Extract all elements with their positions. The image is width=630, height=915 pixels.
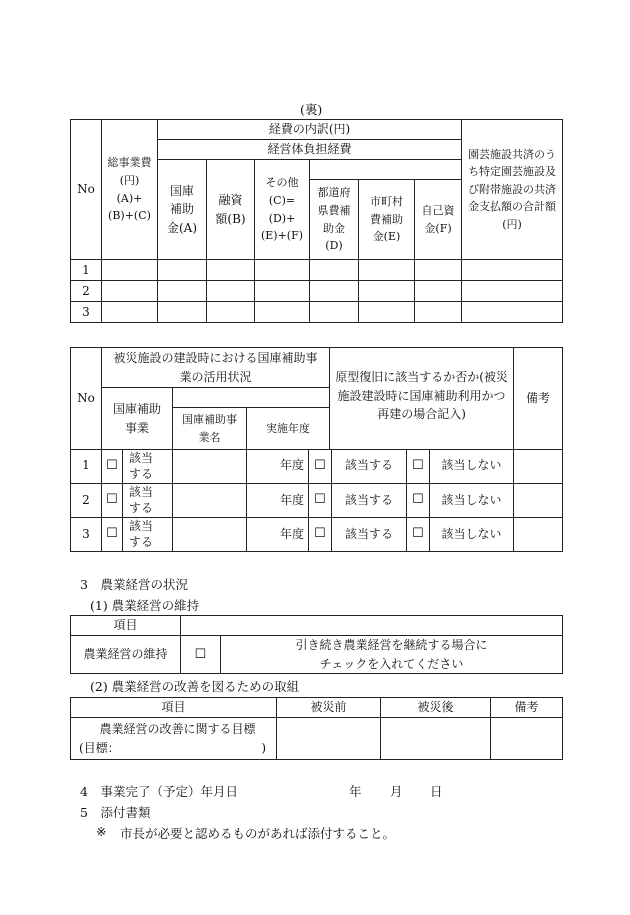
t2-no-header: No bbox=[71, 348, 102, 450]
t2-usage-header: 被災施設の建設時における国庫補助事業の活用状況 bbox=[102, 348, 330, 388]
table-row: 2 bbox=[71, 281, 563, 302]
not-applies-label: 該当しない bbox=[430, 449, 514, 483]
not-applies-label: 該当しない bbox=[430, 517, 514, 551]
t1-no-header: No bbox=[71, 120, 102, 260]
attachment-note: 市長が必要と認めるものがあれば添付すること。 bbox=[120, 826, 396, 841]
applies-label: 該当する bbox=[332, 449, 407, 483]
applies-checkbox[interactable]: ☐ bbox=[309, 449, 332, 483]
not-applies-checkbox[interactable]: ☐ bbox=[407, 517, 430, 551]
section-5-title: 5 添付書類 bbox=[80, 805, 151, 820]
expense-table bbox=[70, 119, 563, 323]
t1-national-header: 国庫補助金(A) bbox=[158, 160, 207, 260]
t1-total-header: 総事業費(円)(A)+(B)+(C) bbox=[102, 120, 158, 260]
project-name-cell[interactable] bbox=[173, 517, 247, 551]
project-name-cell[interactable] bbox=[173, 483, 247, 517]
t2-project-header: 国庫補助事業 bbox=[102, 388, 173, 450]
improve-item-header: 項目 bbox=[71, 698, 277, 718]
applies-checkbox[interactable]: ☐ bbox=[309, 483, 332, 517]
remarks-cell[interactable] bbox=[514, 483, 563, 517]
maintain-note: 引き続き農業経営を継続する場合に チェックを入れてください bbox=[221, 636, 563, 674]
applies-label: 該当する bbox=[332, 517, 407, 551]
table-row: 2 ☐ 該当する 年度 ☐ 該当する ☐ 該当しない bbox=[71, 483, 563, 517]
table-row: 1 ☐ 該当する 年度 ☐ 該当する ☐ 該当しない bbox=[71, 449, 563, 483]
t1-burden-header: 経営体負担経費 bbox=[158, 140, 462, 160]
completion-month-label[interactable]: 月 bbox=[390, 784, 403, 799]
section-3-1-title: (1) 農業経営の維持 bbox=[90, 598, 200, 613]
after-cell[interactable] bbox=[381, 718, 491, 760]
applies-checkbox[interactable]: ☐ bbox=[309, 517, 332, 551]
t2-remarks-header: 備考 bbox=[514, 348, 563, 450]
improve-remarks-cell[interactable] bbox=[491, 718, 563, 760]
not-applies-checkbox[interactable]: ☐ bbox=[407, 483, 430, 517]
t1-breakdown-header: 経費の内訳(円) bbox=[158, 120, 462, 140]
t1-city-header: 市町村費補助金(E) bbox=[359, 180, 415, 260]
section-4-title: 4 事業完了（予定）年月日 bbox=[80, 784, 238, 799]
maintain-table bbox=[70, 615, 563, 674]
after-header: 被災後 bbox=[381, 698, 491, 718]
improve-label: 農業経営の改善に関する目標 (目標： ) bbox=[71, 718, 277, 760]
maintain-label: 農業経営の維持 bbox=[71, 636, 181, 674]
t1-mutual-header: 園芸施設共済のうち特定園芸施設及び附帯施設の共済金支払額の合計額(円) bbox=[462, 120, 563, 260]
project-checkbox[interactable]: ☐ bbox=[102, 483, 123, 517]
project-checkbox[interactable]: ☐ bbox=[102, 449, 123, 483]
year-cell[interactable]: 年度 bbox=[247, 517, 309, 551]
t2-restore-header: 原型復旧に該当するか否か(被災施設建設時に国庫補助利用かつ再建の場合記入) bbox=[330, 348, 514, 450]
applies-label: 該当する bbox=[123, 483, 173, 517]
subsidy-usage-table bbox=[70, 347, 563, 450]
t1-self-header: 自己資金(F) bbox=[415, 180, 462, 260]
remarks-cell[interactable] bbox=[514, 517, 563, 551]
before-header: 被災前 bbox=[277, 698, 381, 718]
table-row: 3 ☐ 該当する 年度 ☐ 該当する ☐ 該当しない bbox=[71, 517, 563, 551]
t1-other-header: その他(C)=(D)+(E)+(F) bbox=[255, 160, 310, 260]
remarks-cell[interactable] bbox=[514, 449, 563, 483]
before-cell[interactable] bbox=[277, 718, 381, 760]
maintain-item-header: 項目 bbox=[71, 616, 181, 636]
completion-year-label[interactable]: 年 bbox=[349, 784, 362, 799]
improvement-table bbox=[70, 697, 563, 760]
not-applies-checkbox[interactable]: ☐ bbox=[407, 449, 430, 483]
not-applies-label: 該当しない bbox=[430, 483, 514, 517]
applies-label: 該当する bbox=[123, 517, 173, 551]
maintain-checkbox[interactable]: ☐ bbox=[181, 636, 221, 674]
attachment-note-mark: ※ bbox=[96, 824, 107, 839]
table-row: 3 bbox=[71, 302, 563, 323]
project-checkbox[interactable]: ☐ bbox=[102, 517, 123, 551]
table-row: 1 bbox=[71, 260, 563, 281]
year-cell[interactable]: 年度 bbox=[247, 483, 309, 517]
applies-label: 該当する bbox=[332, 483, 407, 517]
section-3-2-title: (2) 農業経営の改善を図るための取組 bbox=[90, 679, 300, 694]
t2-project-name-header: 国庫補助事業名 bbox=[173, 408, 247, 450]
section-3-title: 3 農業経営の状況 bbox=[80, 577, 188, 592]
subsidy-usage-rows bbox=[70, 449, 563, 552]
t1-loan-header: 融資額(B) bbox=[207, 160, 255, 260]
applies-label: 該当する bbox=[123, 449, 173, 483]
t1-pref-header: 都道府県費補助金(D) bbox=[310, 180, 359, 260]
year-cell[interactable]: 年度 bbox=[247, 449, 309, 483]
improve-remarks-header: 備考 bbox=[491, 698, 563, 718]
project-name-cell[interactable] bbox=[173, 449, 247, 483]
t2-year-header: 実施年度 bbox=[247, 408, 330, 450]
completion-day-label[interactable]: 日 bbox=[430, 784, 443, 799]
page-header: (裏) bbox=[300, 102, 323, 117]
